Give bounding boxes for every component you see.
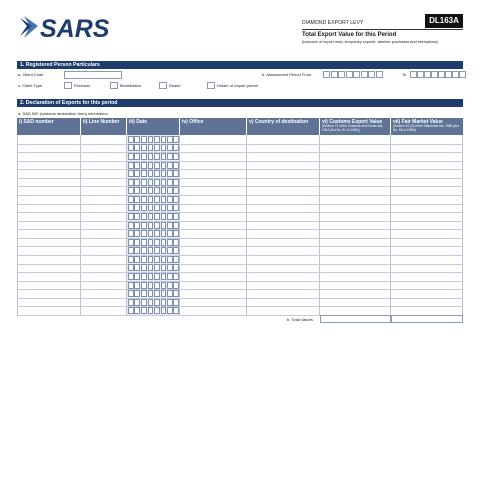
date-digit-cell[interactable] [141,162,147,169]
date-digit-cell[interactable] [141,222,147,229]
from-date-cell[interactable] [323,71,330,78]
total-fair-market-value-field[interactable] [391,315,463,323]
export-permit-holder-checkbox[interactable] [207,82,215,89]
date-digit-cell[interactable] [134,307,140,314]
date-digit-cell[interactable] [128,162,134,169]
beneficiator-checkbox[interactable] [110,82,118,89]
date-digit-cell[interactable] [128,264,134,271]
date-digit-cell[interactable] [141,290,147,297]
date-digit-cell[interactable] [167,179,173,186]
table-row [17,229,463,230]
date-digit-cell[interactable] [128,290,134,297]
date-digit-cell[interactable] [134,230,140,237]
office-column [180,135,247,315]
date-digit-cell[interactable] [134,187,140,194]
date-digit-cell[interactable] [173,264,179,271]
date-digit-cell[interactable] [141,144,147,151]
date-digit-cell[interactable] [128,187,134,194]
date-digit-cell[interactable] [173,179,179,186]
date-digit-cell[interactable] [141,239,147,246]
date-digit-cell[interactable] [167,290,173,297]
table-row [17,264,463,265]
date-digit-cell[interactable] [173,299,179,306]
col-header-label: iii) Date [129,119,148,125]
total-values-label: b. Total Values [287,317,313,322]
date-digit-cell[interactable] [141,230,147,237]
country-column [247,135,320,315]
to-date-cell[interactable] [452,71,459,78]
client-type-label: c. Client Type [18,83,43,88]
client-code-field[interactable] [64,71,122,79]
date-digit-cell[interactable] [161,136,167,143]
table-row [17,161,463,162]
sars-emblem-icon [18,12,118,42]
date-digit-cell[interactable] [148,299,154,306]
date-digit-cell[interactable] [167,187,173,194]
date-digit-cell[interactable] [161,264,167,271]
beneficiator-label: Beneficiator [120,83,142,88]
col-header-office [180,118,247,135]
col-header-country [247,118,320,135]
date-digit-cell[interactable] [128,230,134,237]
date-digit-cell[interactable] [134,170,140,177]
date-digit-cell[interactable] [141,247,147,254]
col-header-sad-number [17,118,81,135]
date-digit-cell[interactable] [161,222,167,229]
to-date-cell[interactable] [459,71,466,78]
brand-wordmark: SARS [40,15,110,42]
date-digit-cell[interactable] [141,264,147,271]
date-digit-cell[interactable] [173,136,179,143]
date-digit-cell[interactable] [173,213,179,220]
export-permit-holder-label: Holder of export permit [217,83,258,88]
date-digit-cell[interactable] [148,196,154,203]
date-digit-cell[interactable] [161,179,167,186]
customs-value-column [320,135,391,315]
section1-heading: 1. Registered Person Particulars [17,61,463,69]
date-digit-cell[interactable] [161,307,167,314]
to-date-cell[interactable] [417,71,424,78]
date-digit-cell[interactable] [128,282,134,289]
col-header-label: ii) Line Number [83,119,120,125]
date-digit-cell[interactable] [161,273,167,280]
from-date-cell[interactable] [376,71,383,78]
date-digit-cell[interactable] [128,204,134,211]
date-digit-cell[interactable] [128,273,134,280]
date-digit-cell[interactable] [134,290,140,297]
date-digit-cell[interactable] [173,170,179,177]
table-row [17,144,463,145]
col-header-sublabel: (Section 61 (2) of the Diamonds Act, 1986 (Act No. 56 of 1986)) [393,124,459,132]
date-digit-cell[interactable] [134,204,140,211]
from-date-cell[interactable] [361,71,368,78]
to-date-cell[interactable] [424,71,431,78]
date-digit-cell[interactable] [128,256,134,263]
date-digit-cell[interactable] [148,256,154,263]
date-digit-cell[interactable] [167,196,173,203]
levy-title: DIAMOND EXPORT LEVY [302,20,364,26]
assessment-period-label: b. Assessment Period From [262,72,312,77]
to-date-cell[interactable] [410,71,417,78]
date-digit-cell[interactable] [128,144,134,151]
date-digit-cell[interactable] [134,144,140,151]
date-digit-cell[interactable] [154,307,160,314]
table-row [17,298,463,299]
date-digit-cell[interactable] [134,299,140,306]
date-digit-cell[interactable] [161,282,167,289]
to-date-cell[interactable] [438,71,445,78]
date-digit-cell[interactable] [134,273,140,280]
table-row [17,212,463,213]
date-digit-cell[interactable] [141,307,147,314]
producer-label: Producer [74,83,91,88]
date-digit-cell[interactable] [128,239,134,246]
date-digit-cell[interactable] [173,204,179,211]
date-digit-cell[interactable] [173,162,179,169]
to-label: To [402,72,407,77]
date-digit-cell[interactable] [141,170,147,177]
date-digit-cell[interactable] [134,162,140,169]
total-customs-value-field[interactable] [320,315,391,323]
date-digit-cell[interactable] [128,307,134,314]
table-row [17,221,463,222]
date-digit-cell[interactable] [173,153,179,160]
date-digit-cell[interactable] [141,204,147,211]
date-digit-cell[interactable] [141,256,147,263]
from-date-cell[interactable] [346,71,353,78]
col-header-label: vii) Fair Market Value [393,119,443,125]
date-digit-cell[interactable] [148,144,154,151]
date-digit-cell[interactable] [154,213,160,220]
date-digit-cell[interactable] [134,213,140,220]
date-digit-cell[interactable] [141,273,147,280]
to-date-cell[interactable] [445,71,452,78]
table-row [17,306,463,307]
date-digit-cell[interactable] [173,256,179,263]
date-digit-cell[interactable] [128,136,134,143]
date-digit-cell[interactable] [167,222,173,229]
date-digit-cell[interactable] [141,213,147,220]
col-header-fair-market-value [391,118,463,135]
date-digit-cell[interactable] [154,247,160,254]
date-digit-cell[interactable] [134,256,140,263]
date-digit-cell[interactable] [167,153,173,160]
date-digit-cell[interactable] [134,222,140,229]
line-number-column [81,135,127,315]
date-digit-cell[interactable] [161,162,167,169]
date-digit-cell[interactable] [167,273,173,280]
table-row [17,204,463,205]
fair-market-value-column [391,135,463,315]
date-digit-cell[interactable] [134,196,140,203]
date-digit-cell[interactable] [154,196,160,203]
date-digit-cell[interactable] [154,222,160,229]
col-header-label: i) SAD number [19,119,54,125]
table-row [17,238,463,239]
date-digit-cell[interactable] [134,247,140,254]
table-row [17,272,463,273]
date-digit-cell[interactable] [167,230,173,237]
date-digit-cell[interactable] [154,230,160,237]
table-row [17,178,463,179]
date-digit-cell[interactable] [161,239,167,246]
table-row [17,152,463,153]
date-digit-cell[interactable] [173,230,179,237]
table-row [17,289,463,290]
date-digit-cell[interactable] [161,256,167,263]
col-header-label: v) Country of destination [249,119,309,125]
date-digit-cell[interactable] [167,299,173,306]
date-digit-cell[interactable] [161,299,167,306]
sad500-info-note: a. SAD 500 (customs declaration form) information [18,111,108,116]
date-digit-cell[interactable] [148,187,154,194]
date-digit-cell[interactable] [134,264,140,271]
date-digit-cell[interactable] [154,162,160,169]
date-digit-cell[interactable] [167,162,173,169]
date-digit-cell[interactable] [167,204,173,211]
date-digit-cell[interactable] [148,307,154,314]
date-digit-cell[interactable] [148,273,154,280]
date-digit-cell[interactable] [167,239,173,246]
date-digit-cell[interactable] [167,282,173,289]
date-digit-cell[interactable] [128,299,134,306]
date-digit-cell[interactable] [154,170,160,177]
date-digit-cell[interactable] [161,170,167,177]
date-digit-cell[interactable] [134,239,140,246]
col-header-label: vi) Customs Export Value [322,119,383,125]
date-digit-cell[interactable] [141,299,147,306]
client-code-label: a. Client Code [18,72,44,77]
date-digit-cell[interactable] [161,247,167,254]
date-digit-cell[interactable] [148,239,154,246]
date-digit-cell[interactable] [128,153,134,160]
from-date-cell[interactable] [338,71,345,78]
dealer-label: Dealer [169,83,181,88]
date-digit-cell[interactable] [141,153,147,160]
date-digit-cell[interactable] [173,196,179,203]
date-digit-cell[interactable] [128,196,134,203]
date-digit-cell[interactable] [128,213,134,220]
table-row [17,186,463,187]
header-divider [302,29,463,30]
date-digit-cell[interactable] [154,299,160,306]
date-digit-cell[interactable] [154,273,160,280]
date-digit-cell[interactable] [148,170,154,177]
date-digit-cell[interactable] [148,247,154,254]
date-digit-cell[interactable] [154,239,160,246]
date-digit-cell[interactable] [141,179,147,186]
date-digit-cell[interactable] [167,144,173,151]
col-header-date [127,118,180,135]
date-digit-cell[interactable] [154,153,160,160]
col-header-customs-value [320,118,391,135]
date-digit-cell[interactable] [154,144,160,151]
date-digit-cell[interactable] [167,264,173,271]
date-digit-cell[interactable] [154,187,160,194]
from-date-cell[interactable] [368,71,375,78]
form-code-badge: DL163A [425,14,463,28]
date-digit-cell[interactable] [128,179,134,186]
date-digit-cell[interactable] [141,136,147,143]
sars-logo [18,12,118,42]
col-header-label: iv) Office [182,119,204,125]
date-digit-cell[interactable] [161,230,167,237]
date-digit-cell[interactable] [167,170,173,177]
col-header-sublabel: (Section 72 of the Customs and Excise Act, 1964 (Act No. 91 of 1964)) [322,124,384,132]
date-digit-cell[interactable] [167,247,173,254]
date-digit-cell[interactable] [141,196,147,203]
date-digit-cell[interactable] [128,222,134,229]
table-row [17,281,463,282]
date-digit-cell[interactable] [148,230,154,237]
date-digit-cell[interactable] [128,170,134,177]
date-digit-cell[interactable] [173,144,179,151]
col-header-line-number [81,118,127,135]
date-digit-cell[interactable] [148,153,154,160]
date-digit-cell[interactable] [161,196,167,203]
date-digit-cell[interactable] [148,222,154,229]
date-digit-cell[interactable] [148,264,154,271]
date-digit-cell[interactable] [161,204,167,211]
date-digit-cell[interactable] [173,307,179,314]
date-digit-cell[interactable] [161,213,167,220]
date-digit-cell[interactable] [161,144,167,151]
date-digit-cell[interactable] [141,282,147,289]
date-digit-cell[interactable] [148,162,154,169]
from-date-cell[interactable] [331,71,338,78]
date-digit-cell[interactable] [148,204,154,211]
date-digit-cell[interactable] [134,136,140,143]
date-digit-cell[interactable] [173,187,179,194]
date-digit-cell[interactable] [154,264,160,271]
sad-number-column [17,135,81,315]
date-digit-cell[interactable] [173,239,179,246]
date-digit-cell[interactable] [148,136,154,143]
date-digit-cell[interactable] [154,282,160,289]
date-digit-cell[interactable] [134,153,140,160]
date-digit-cell[interactable] [148,282,154,289]
table-row [17,169,463,170]
date-digit-cell[interactable] [148,213,154,220]
date-digit-cell[interactable] [173,222,179,229]
date-digit-cell[interactable] [148,179,154,186]
date-digit-cell[interactable] [161,153,167,160]
date-digit-cell[interactable] [154,136,160,143]
date-digit-cell[interactable] [167,213,173,220]
date-digit-cell[interactable] [161,187,167,194]
date-digit-cell[interactable] [154,204,160,211]
date-digit-cell[interactable] [173,273,179,280]
dealer-checkbox[interactable] [159,82,167,89]
producer-checkbox[interactable] [64,82,72,89]
date-digit-cell[interactable] [154,290,160,297]
section2-heading: 2. Declaration of Exports for this period [17,99,463,107]
table-row [17,195,463,196]
date-digit-cell[interactable] [148,290,154,297]
date-digit-cell[interactable] [167,256,173,263]
date-digit-cell[interactable] [173,247,179,254]
date-digit-cell[interactable] [154,179,160,186]
date-digit-cell[interactable] [173,282,179,289]
date-digit-cell[interactable] [141,187,147,194]
to-date-cell[interactable] [431,71,438,78]
date-digit-cell[interactable] [161,290,167,297]
table-row [17,246,463,247]
date-digit-cell[interactable] [154,256,160,263]
date-digit-cell[interactable] [167,136,173,143]
from-date-cell[interactable] [353,71,360,78]
date-digit-cell[interactable] [134,179,140,186]
document-title: Total Export Value for this Period [302,32,397,38]
date-digit-cell[interactable] [173,290,179,297]
date-digit-cell[interactable] [167,307,173,314]
date-digit-cell[interactable] [134,282,140,289]
date-digit-cell[interactable] [128,247,134,254]
document-subtitle: (Inclusive of import redd, temporary exports, deletion purchases and exemptions) [302,40,439,44]
table-row [17,255,463,256]
